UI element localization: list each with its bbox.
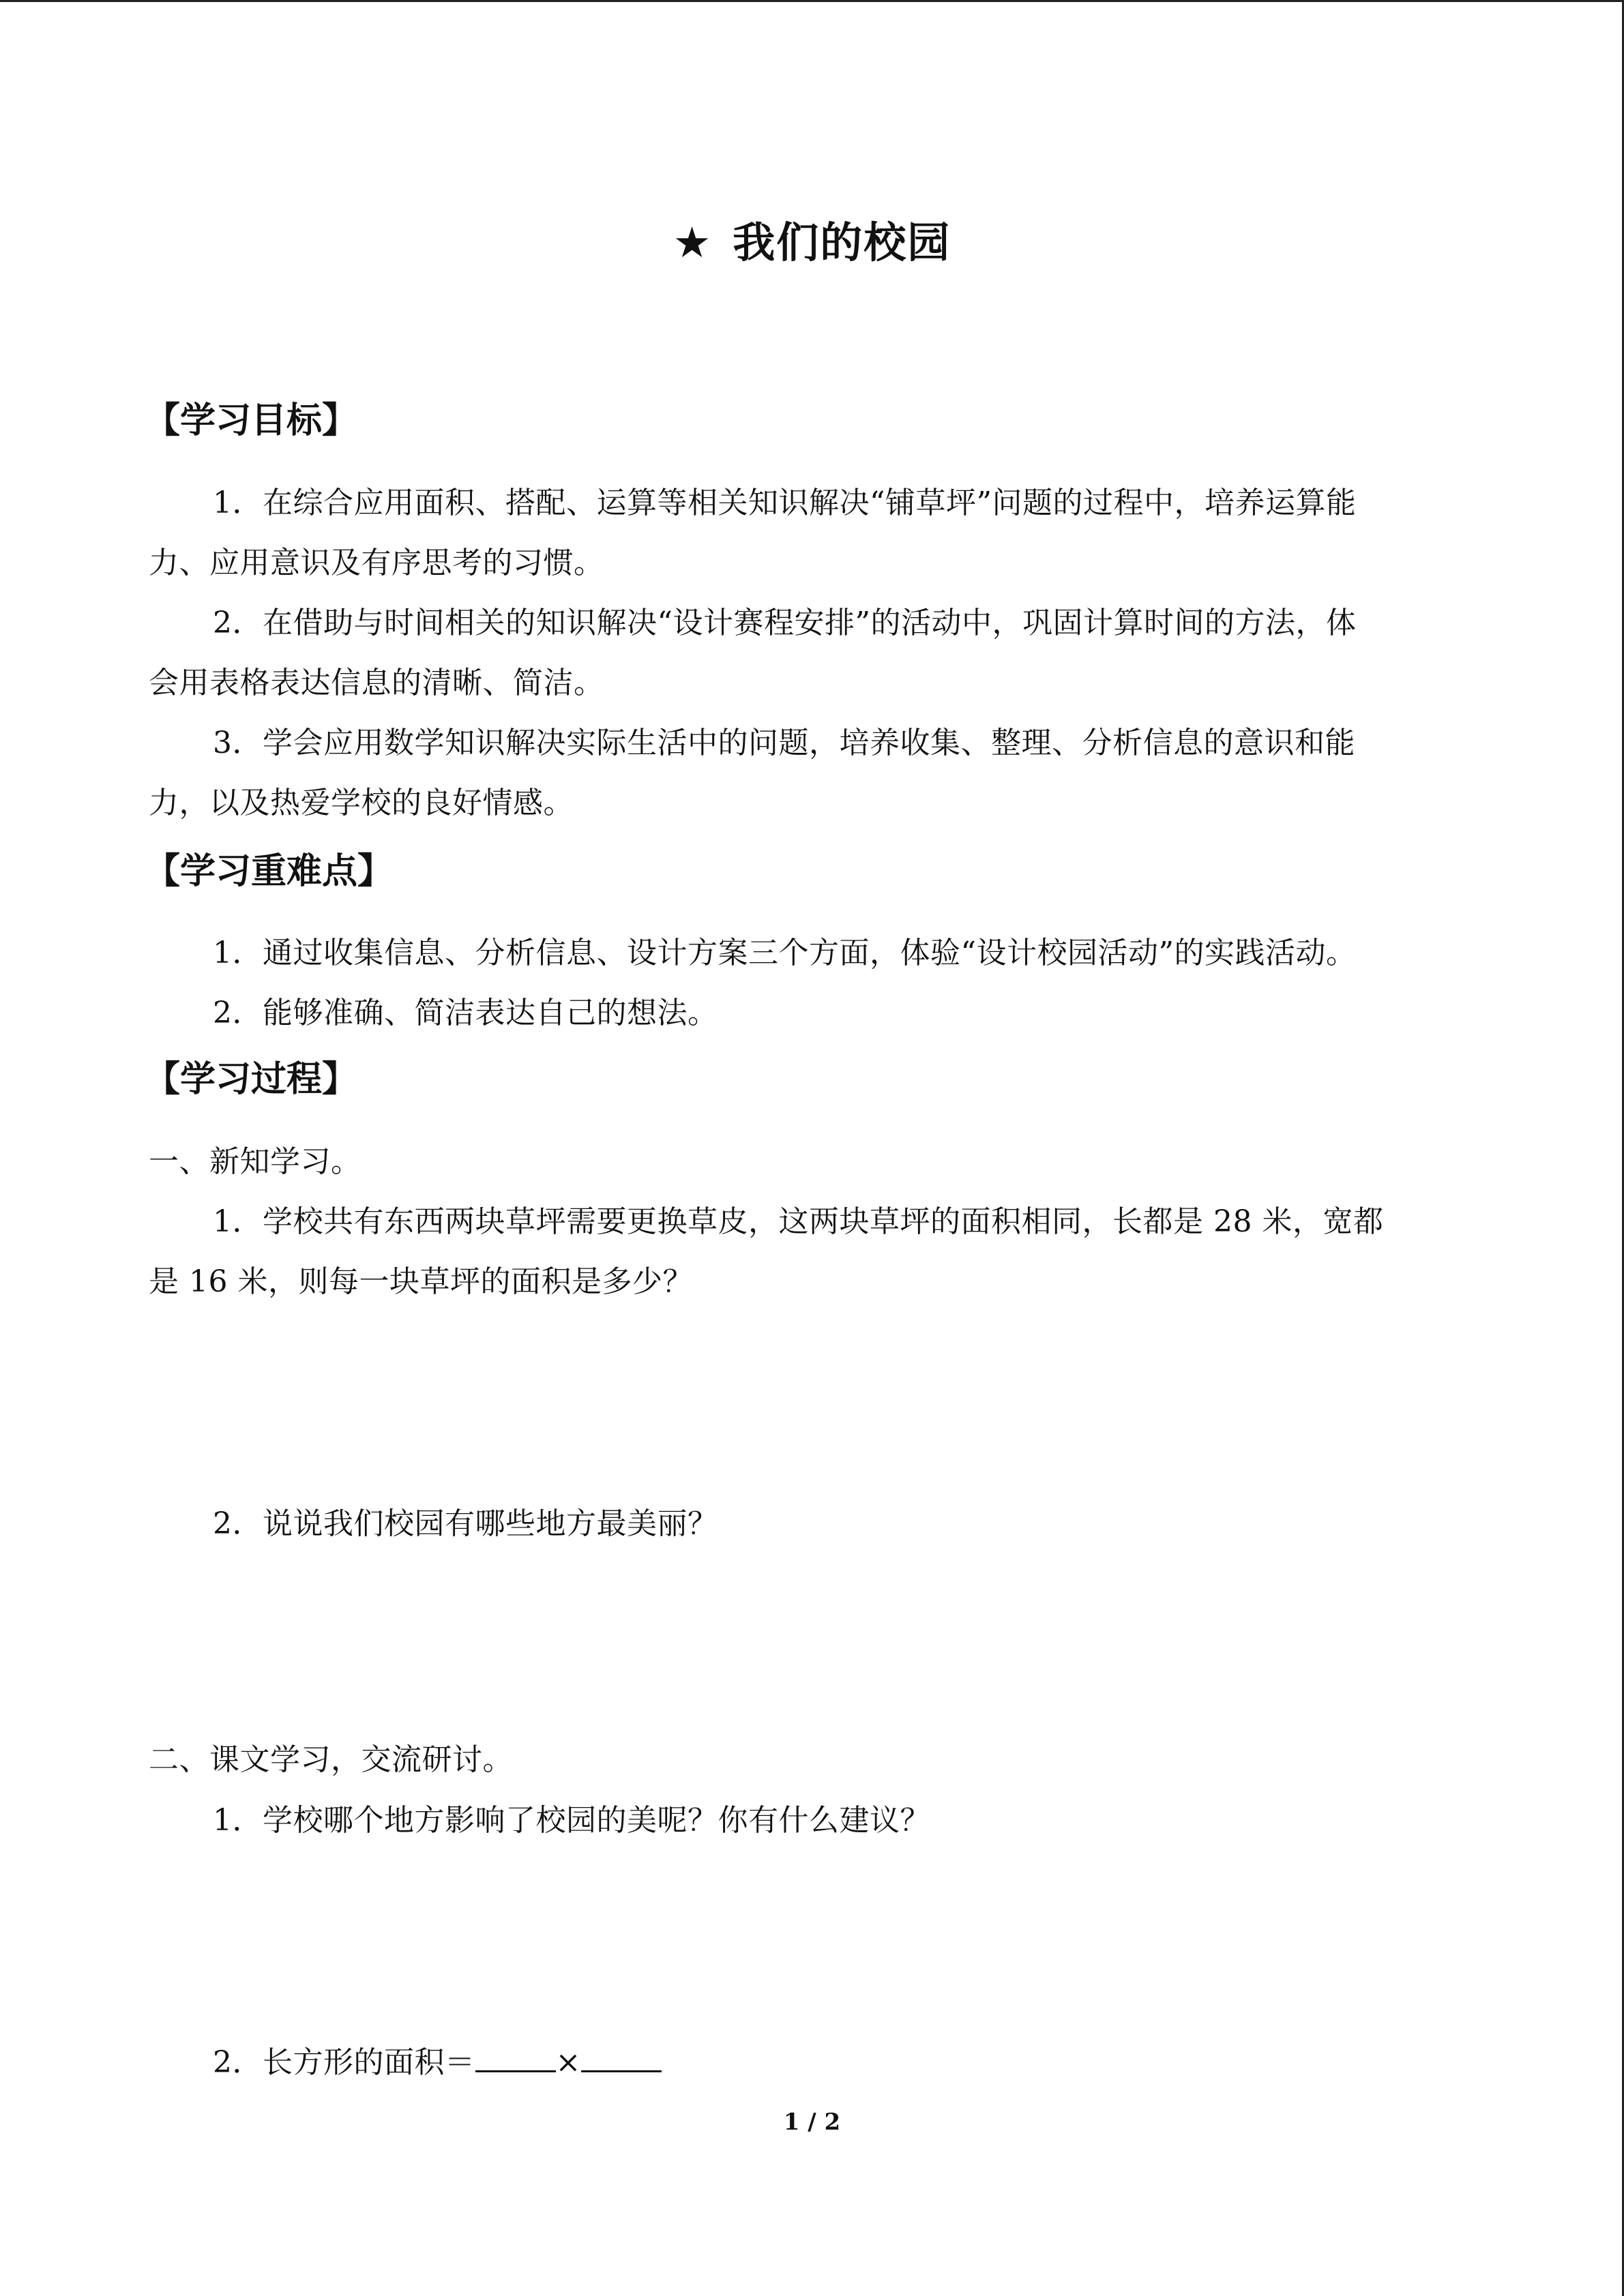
answer-blank-length[interactable] (475, 2043, 556, 2072)
part-2-title: 二、课文学习，交流研讨。 (149, 1742, 513, 1777)
goal-3-line-1: 3．学会应用数学知识解决实际生活中的问题，培养收集、整理、分析信息的意识和能 (213, 726, 1355, 760)
page-title-text: 我们的校园 (733, 218, 951, 267)
part-1-title: 一、新知学习。 (149, 1144, 361, 1179)
part-2-question-2 (213, 2041, 662, 2085)
goal-2-line-1: 2．在借助与时间相关的知识解决“设计赛程安排”的活动中，巩固计算时间的方法，体 (213, 606, 1357, 640)
page-number: 1 / 2 (783, 2108, 841, 2136)
times-sign: × (555, 2045, 581, 2080)
star-icon: ★ (673, 218, 713, 267)
goal-3-line-2: 力，以及热爱学校的良好情感。 (149, 786, 574, 820)
section-heading-goals: 【学习目标】 (145, 400, 358, 441)
key-point-1: 1．通过收集信息、分析信息、设计方案三个方面，体验“设计校园活动”的实践活动。 (213, 936, 1357, 970)
goal-1-line-1: 1．在综合应用面积、搭配、运算等相关知识解决“铺草坪”问题的过程中，培养运算能 (213, 486, 1357, 520)
area-formula-prefix: 2．长方形的面积＝ (213, 2045, 475, 2080)
key-point-2: 2．能够准确、简洁表达自己的想法。 (213, 996, 718, 1030)
answer-blank-width[interactable] (581, 2043, 662, 2072)
section-heading-key-points: 【学习重难点】 (145, 851, 394, 892)
page-title (0, 212, 1624, 273)
goal-2-line-2: 会用表格表达信息的清晰、简洁。 (149, 666, 604, 700)
section-heading-process: 【学习过程】 (145, 1059, 358, 1100)
part-1-question-2: 2．说说我们校园有哪些地方最美丽？ (213, 1506, 718, 1541)
part-1-question-1-line-1: 1．学校共有东西两块草坪需要更换草皮，这两块草坪的面积相同，长都是 28 米，宽都 (213, 1204, 1384, 1239)
goal-1-line-2: 力、应用意识及有序思考的习惯。 (149, 546, 604, 580)
part-2-question-1: 1．学校哪个地方影响了校园的美呢？你有什么建议？ (213, 1803, 930, 1838)
part-1-question-1-line-2: 是 16 米，则每一块草坪的面积是多少？ (149, 1264, 693, 1299)
